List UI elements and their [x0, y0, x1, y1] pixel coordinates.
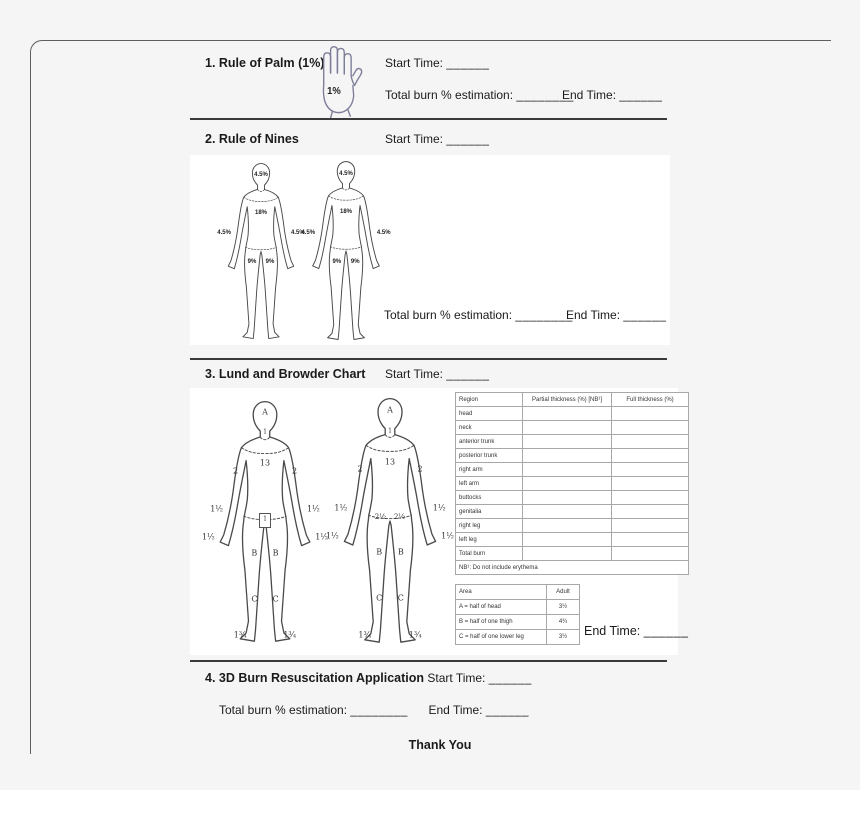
nines-post-right-arm: 4.5%	[291, 230, 305, 237]
table-row: neck	[456, 421, 689, 435]
lund-ant-left-thigh: B	[251, 548, 258, 558]
palm-end-blank[interactable]: ______	[619, 88, 663, 102]
nines-post-trunk: 18%	[254, 210, 268, 217]
nines-post-left-arm: 4.5%	[217, 230, 231, 237]
nines-ant-left-leg: 9%	[332, 259, 342, 266]
lund-end-blank[interactable]: ______	[643, 624, 689, 638]
nines-ant-trunk: 18%	[339, 209, 353, 216]
area-row: C = half of one lower leg 3½	[456, 630, 580, 645]
section-3-title: 3. Lund and Browder Chart	[205, 367, 366, 381]
lund-ant-right-hand: 1½	[315, 532, 329, 542]
nines-start-blank[interactable]: ______	[446, 132, 490, 146]
lund-region-table	[455, 392, 689, 575]
lund-start-time: Start Time: ______	[385, 367, 490, 381]
divider-3	[190, 660, 667, 662]
table-row: left arm	[456, 477, 689, 491]
lund-start-blank[interactable]: ______	[446, 367, 490, 381]
app3d-end-blank[interactable]: ______	[485, 703, 529, 717]
lund-post-right-buttock: 2½	[393, 513, 406, 522]
nines-post-left-leg: 9%	[247, 259, 257, 266]
lund-post-left-lower-leg: C	[376, 593, 383, 603]
nines-end-time: End Time: ______	[566, 308, 667, 322]
lund-ant-right-arm: 2	[291, 466, 298, 476]
lund-ant-head: A	[262, 407, 268, 417]
app3d-total-blank[interactable]: ________	[350, 703, 408, 717]
divider-1	[190, 118, 667, 120]
hand-icon	[316, 44, 364, 118]
lund-ant-right-forearm: 1½	[306, 504, 320, 514]
col-partial-thickness: Partial thickness (%) [NB¹]	[523, 393, 612, 407]
lund-post-right-hand: 1½	[441, 531, 455, 541]
nines-end-blank[interactable]: ______	[623, 308, 667, 322]
lund-post-left-buttock: 2½	[374, 513, 387, 522]
table-row: genitalia	[456, 505, 689, 519]
table-note-row: NB¹: Do not include erythema	[456, 561, 689, 575]
nines-ant-right-arm: 4.5%	[376, 229, 391, 236]
nines-post-right-leg: 9%	[265, 259, 275, 266]
section-4-title: 4. 3D Burn Resuscitation Application	[205, 671, 425, 685]
lund-anterior-figure	[201, 394, 329, 650]
lund-ant-left-foot: 1¾	[233, 630, 247, 640]
area-row: A = half of head 3½	[456, 600, 580, 615]
lund-ant-right-foot: 1¾	[283, 630, 297, 640]
section-2-title: 2. Rule of Nines	[205, 132, 299, 146]
app3d-total-line: Total burn % estimation: ________ End Time: ______	[219, 703, 529, 717]
section-1-title: 1. Rule of Palm (1%)	[205, 56, 325, 70]
area-row: B = half of one thigh 4¾	[456, 615, 580, 630]
table-row: posterior trunk	[456, 449, 689, 463]
col-area: Area	[456, 585, 547, 600]
lund-post-right-thigh: B	[397, 547, 404, 557]
lund-post-right-forearm: 1½	[432, 503, 446, 513]
lund-ant-right-lower-leg: C	[272, 594, 279, 604]
col-adult: Adult	[547, 585, 580, 600]
lund-ant-right-thigh: B	[272, 548, 279, 558]
table-row: right arm	[456, 463, 689, 477]
table-row: left leg	[456, 533, 689, 547]
nines-total-blank[interactable]: ________	[515, 308, 573, 322]
lund-post-left-arm: 2	[357, 464, 363, 474]
nines-ant-right-leg: 9%	[350, 259, 360, 266]
lund-ant-left-arm: 2	[232, 466, 239, 476]
lund-ant-neck: 1	[263, 428, 267, 436]
lund-end-time: End Time: ______	[584, 624, 689, 638]
nines-ant-left-arm: 4.5%	[301, 229, 316, 236]
lund-ant-trunk: 13	[259, 458, 271, 468]
lund-post-head: A	[387, 405, 393, 415]
app3d-start-blank[interactable]: ______	[488, 671, 532, 685]
col-region: Region	[456, 393, 523, 407]
palm-start-blank[interactable]: ______	[446, 56, 490, 70]
palm-total-blank[interactable]: ________	[516, 88, 574, 102]
palm-total-burn: Total burn % estimation: ________	[385, 88, 574, 102]
lund-post-trunk: 13	[384, 457, 396, 467]
lund-post-right-foot: 1¾	[408, 630, 422, 640]
lund-post-right-lower-leg: C	[397, 593, 404, 603]
nines-anterior-figure	[300, 159, 392, 343]
hand-percent-label: 1%	[327, 86, 341, 98]
lund-post-left-foot: 1¾	[358, 630, 372, 640]
lund-ant-left-lower-leg: C	[251, 594, 258, 604]
lund-post-neck: 1	[388, 427, 392, 435]
lund-ant-left-forearm: 1½	[210, 504, 224, 514]
table-row: right leg	[456, 519, 689, 533]
divider-2	[190, 358, 667, 360]
lund-post-right-arm: 2	[417, 464, 423, 474]
table-row: buttocks	[456, 491, 689, 505]
nines-post-head: 4.5%	[254, 172, 268, 179]
lund-ant-genitalia: 1	[263, 515, 267, 523]
lund-post-left-thigh: B	[376, 547, 383, 557]
table-row: anterior trunk	[456, 435, 689, 449]
table-row: Total burn	[456, 547, 689, 561]
nines-posterior-figure	[216, 161, 306, 342]
thank-you-text: Thank You	[408, 738, 472, 752]
palm-end-time: End Time: ______	[562, 88, 663, 102]
nines-ant-head: 4.5%	[339, 170, 353, 177]
lund-post-left-hand: 1½	[325, 531, 339, 541]
lund-post-left-forearm: 1½	[334, 503, 348, 513]
section-4-title-line: 4. 3D Burn Resuscitation Application Start Time: ______	[205, 671, 532, 685]
col-full-thickness: Full thickness (%)	[612, 393, 689, 407]
palm-start-time: Start Time: ______	[385, 56, 490, 70]
lund-area-key-table	[455, 584, 580, 645]
nines-start-time: Start Time: ______	[385, 132, 490, 146]
nines-total-burn: Total burn % estimation: ________	[384, 308, 573, 322]
lund-ant-left-hand: 1½	[201, 532, 215, 542]
table-row: head	[456, 407, 689, 421]
lund-posterior-figure	[325, 392, 455, 650]
